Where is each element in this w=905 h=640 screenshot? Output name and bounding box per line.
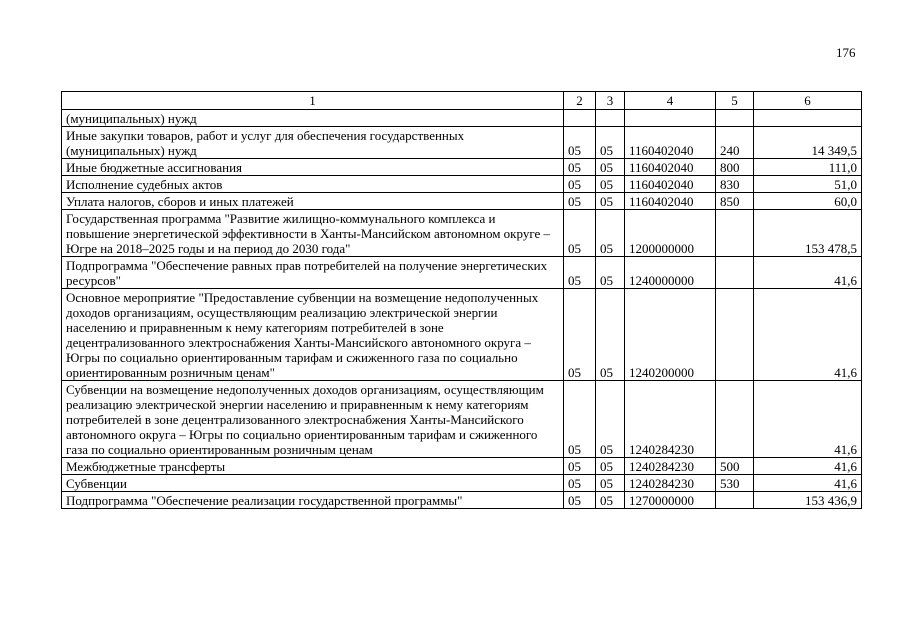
row-amount: 41,6 [754,458,862,475]
header-col-amount: 6 [754,92,862,110]
row-subsection: 05 [596,159,625,176]
row-amount [754,110,862,127]
row-subsection: 05 [596,381,625,458]
row-section: 05 [564,289,596,381]
row-target-code: 1240000000 [625,257,716,289]
table-row [62,127,862,159]
row-subsection [596,110,625,127]
row-target-code: 1240200000 [625,289,716,381]
row-target-code: 1240284230 [625,458,716,475]
row-target-code: 1160402040 [625,193,716,210]
row-section: 05 [564,127,596,159]
row-target-code: 1270000000 [625,492,716,509]
row-expense-type [716,289,754,381]
row-name: (муниципальных) нужд [62,110,564,127]
row-target-code: 1200000000 [625,210,716,257]
table-row [62,110,862,127]
row-subsection: 05 [596,176,625,193]
row-amount: 41,6 [754,257,862,289]
row-section: 05 [564,257,596,289]
row-name: Основное мероприятие "Предоставление субвенции на возмещение недополученных доходов организациям, осуществляющим реализацию электрической энергии населению и приравненным к нему категориям потребителей в зоне децентрализованного электроснабжения Ханты-Мансийского автономного округа – Югры по социально ориентированным тарифам и сжиженного газа по социально ориентированным розничным ценам" [62,289,564,381]
table-row [62,475,862,492]
row-name: Иные закупки товаров, работ и услуг для обеспечения государственных (муниципальных) нужд [62,127,564,159]
row-amount: 41,6 [754,475,862,492]
header-col-target-code: 4 [625,92,716,110]
table-row [62,176,862,193]
row-section [564,110,596,127]
row-subsection: 05 [596,127,625,159]
row-section: 05 [564,193,596,210]
table-row [62,492,862,509]
header-col-section: 2 [564,92,596,110]
row-target-code: 1160402040 [625,159,716,176]
row-amount: 153 436,9 [754,492,862,509]
header-col-expense-type: 5 [716,92,754,110]
row-expense-type [716,210,754,257]
table-row [62,257,862,289]
row-subsection: 05 [596,458,625,475]
page-number: 176 [836,45,856,60]
row-name: Государственная программа "Развитие жилищно-коммунального комплекса и повышение энергетической эффективности в Ханты-Мансийском автономном округе – Югре на 2018–2025 годы и на период до 2030 года" [62,210,564,257]
row-expense-type: 800 [716,159,754,176]
row-target-code: 1240284230 [625,381,716,458]
row-expense-type [716,381,754,458]
row-name: Уплата налогов, сборов и иных платежей [62,193,564,210]
row-section: 05 [564,458,596,475]
table-header-row [62,92,862,110]
row-expense-type [716,110,754,127]
row-amount: 41,6 [754,289,862,381]
row-expense-type: 530 [716,475,754,492]
row-section: 05 [564,475,596,492]
row-amount: 60,0 [754,193,862,210]
row-target-code: 1160402040 [625,127,716,159]
row-target-code: 1160402040 [625,176,716,193]
row-name: Подпрограмма "Обеспечение равных прав потребителей на получение энергетических ресурсов" [62,257,564,289]
row-expense-type: 240 [716,127,754,159]
table-row [62,381,862,458]
row-expense-type [716,257,754,289]
row-subsection: 05 [596,475,625,492]
row-subsection: 05 [596,492,625,509]
row-subsection: 05 [596,257,625,289]
header-col-subsection: 3 [596,92,625,110]
row-section: 05 [564,492,596,509]
row-name: Субвенции [62,475,564,492]
row-amount: 14 349,5 [754,127,862,159]
row-subsection: 05 [596,193,625,210]
header-col-name: 1 [62,92,564,110]
row-name: Межбюджетные трансферты [62,458,564,475]
row-expense-type [716,492,754,509]
row-amount: 153 478,5 [754,210,862,257]
row-name: Исполнение судебных актов [62,176,564,193]
row-expense-type: 850 [716,193,754,210]
table-row [62,289,862,381]
row-expense-type: 500 [716,458,754,475]
row-target-code: 1240284230 [625,475,716,492]
table-row [62,193,862,210]
row-name: Иные бюджетные ассигнования [62,159,564,176]
table-row [62,210,862,257]
row-amount: 51,0 [754,176,862,193]
row-amount: 41,6 [754,381,862,458]
row-section: 05 [564,176,596,193]
row-subsection: 05 [596,289,625,381]
row-name: Подпрограмма "Обеспечение реализации государственной программы" [62,492,564,509]
table-row [62,458,862,475]
row-amount: 111,0 [754,159,862,176]
budget-table [61,91,862,509]
row-subsection: 05 [596,210,625,257]
row-name: Субвенции на возмещение недополученных доходов организациям, осуществляющим реализацию электрической энергии населению и приравненным к нему категориям потребителей в зоне децентрализованного электроснабжения Ханты-Мансийского автономного округа – Югры по социально ориентированным тарифам и сжиженного газа по социально ориентированным розничным ценам [62,381,564,458]
row-expense-type: 830 [716,176,754,193]
row-target-code [625,110,716,127]
row-section: 05 [564,210,596,257]
table-row [62,159,862,176]
row-section: 05 [564,381,596,458]
row-section: 05 [564,159,596,176]
